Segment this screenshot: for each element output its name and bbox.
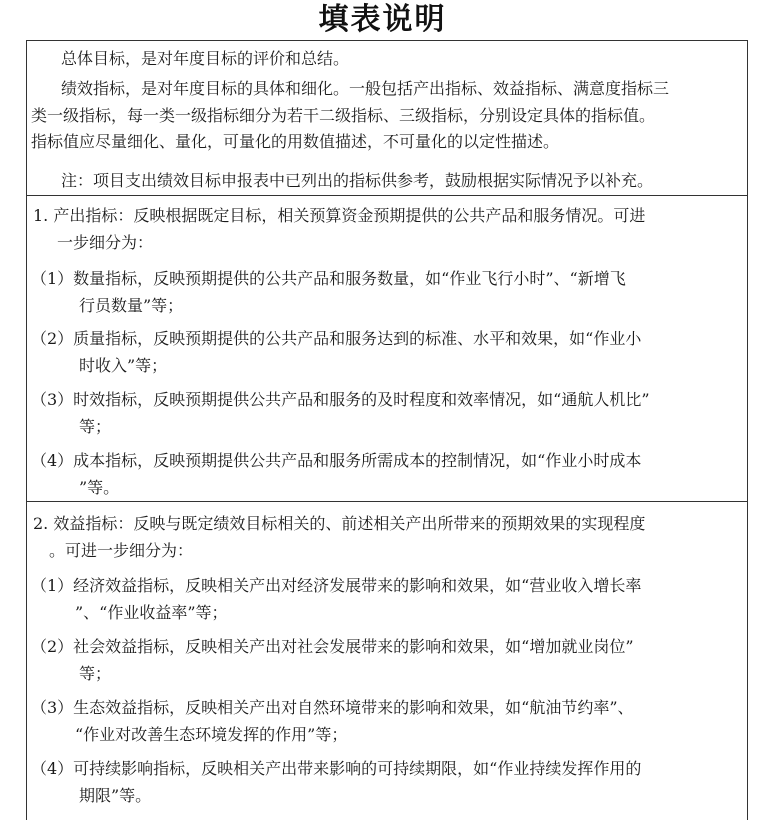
intro-note: 注：项目支出绩效目标申报表中已列出的指标供参考，鼓励根据实际情况予以补充。 xyxy=(61,171,654,190)
benefit-item-3-line-2: “作业对改善生态环境发挥的作用”等； xyxy=(75,725,348,744)
benefit-item-2-line-1: （2）社会效益指标，反映相关产出对社会发展带来的影响和效果，如“增加就业岗位” xyxy=(31,637,634,656)
benefit-item-1 xyxy=(31,572,641,626)
output-item-2-line-2: 时收入”等； xyxy=(79,356,168,375)
output-item-2-line-1: （2）质量指标，反映预期提供的公共产品和服务达到的标准、水平和效果，如“作业小 xyxy=(31,329,642,348)
output-item-4-line-2: ”等。 xyxy=(79,478,120,497)
benefit-item-2 xyxy=(31,633,634,687)
benefit-item-1-line-1: （1）经济效益指标，反映相关产出对经济发展带来的影响和效果，如“营业收入增长率 xyxy=(31,576,642,595)
output-item-4 xyxy=(31,447,641,501)
intro-line-1: 总体目标，是对年度目标的评价和总结。 xyxy=(61,49,350,68)
output-item-3-line-1: （3）时效指标，反映预期提供公共产品和服务的及时程度和效率情况，如“通航人机比” xyxy=(31,390,650,409)
output-section xyxy=(27,195,747,501)
benefit-item-4 xyxy=(31,755,641,809)
page-title: 填表说明 xyxy=(318,2,447,37)
benefit-item-1-line-2: ”、“作业收益率”等； xyxy=(75,603,228,622)
benefit-item-2-line-2: 等； xyxy=(79,664,112,683)
intro-section xyxy=(27,41,747,195)
instructions-table xyxy=(26,40,748,820)
benefit-heading-line-1: 2. 效益指标：反映与既定绩效目标相关的、前述相关产出所带来的预期效果的实现程度 xyxy=(33,514,646,533)
output-item-1-line-2: 行员数量”等； xyxy=(79,296,184,315)
output-item-3 xyxy=(31,386,650,440)
intro-line-4: 指标值应尽量细化、量化，可量化的用数值描述，不可量化的以定性描述。 xyxy=(31,132,560,151)
benefit-heading-line-2: 。可进一步细分为： xyxy=(49,541,194,560)
output-item-2 xyxy=(31,325,641,379)
benefit-item-3-line-1: （3）生态效益指标，反映相关产出对自然环境带来的影响和效果，如“航油节约率”、 xyxy=(31,698,634,717)
output-heading-line-2: 一步细分为： xyxy=(57,233,154,252)
benefit-item-3 xyxy=(31,694,634,748)
intro-line-3: 类一级指标，每一类一级指标细分为若干二级指标、三级指标，分别设定具体的指标值。 xyxy=(31,106,656,125)
output-item-3-line-2: 等； xyxy=(79,417,112,436)
output-item-4-line-1: （4）成本指标，反映预期提供公共产品和服务所需成本的控制情况，如“作业小时成本 xyxy=(31,451,642,470)
output-item-1-line-1: （1）数量指标，反映预期提供的公共产品和服务数量，如“作业飞行小时”、“新增飞 xyxy=(31,269,626,288)
output-item-1 xyxy=(31,265,626,319)
output-heading-line-1: 1. 产出指标：反映根据既定目标，相关预算资金预期提供的公共产品和服务情况。可进 xyxy=(33,206,646,225)
intro-line-2: 绩效指标，是对年度目标的具体和细化。一般包括产出指标、效益指标、满意度指标三 xyxy=(61,79,670,98)
benefit-section xyxy=(27,501,747,821)
benefit-item-4-line-2: 期限”等。 xyxy=(79,786,152,805)
benefit-item-4-line-1: （4）可持续影响指标，反映相关产出带来影响的可持续期限，如“作业持续发挥作用的 xyxy=(31,759,642,778)
